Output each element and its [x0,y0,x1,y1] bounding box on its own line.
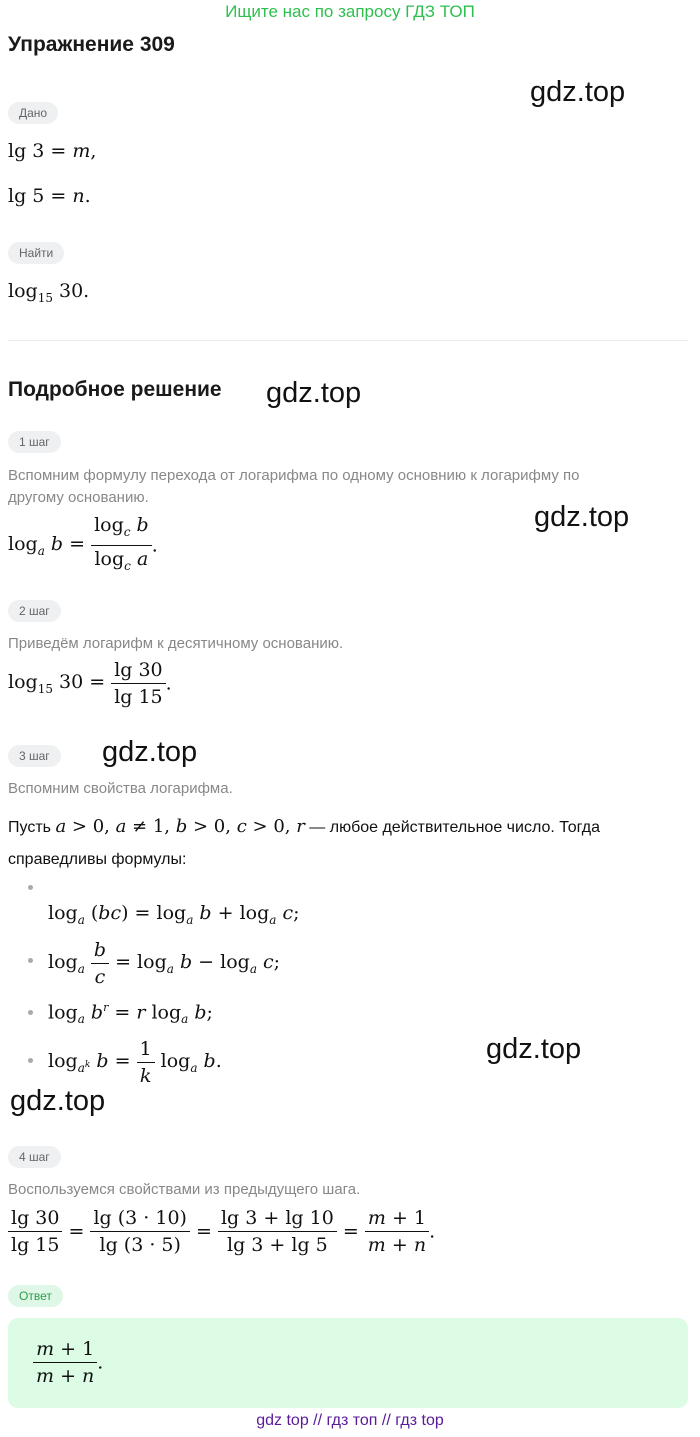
watermark: gdz.top [266,377,362,409]
step-3-chip: 3 шаг [8,745,61,767]
step-3-text: Вспомним свойства логарифма. [8,780,233,797]
property-4: $\log_{a^k} b$ = $\frac{1}{k}$ $\log_a b$. [48,1038,222,1087]
answer-chip: Ответ [8,1285,63,1307]
footer-links [0,1412,700,1430]
watermark: gdz.top [530,76,626,108]
property-2: $\log_a$ $\frac{b}{c}$ = $\log_a b - \log_a c$; [48,939,281,988]
given-formula-1: lg 3 = m, [8,140,97,162]
watermark: gdz.top [10,1085,106,1117]
step-4-text: Воспользуемся свойствами из предыдущего шага. [8,1181,361,1198]
step-1-formula: $\log_a b$ = $\frac{\log_c b}{\log_c a}$ . [8,514,158,573]
step-2-formula: $\log_{15} 30$ = $\frac{\lg 30}{\lg 15}$ . [8,659,172,708]
step-2-chip: 2 шаг [8,600,61,622]
top-banner: Ищите нас по запросу ГДЗ ТОП [225,2,475,21]
step-4-chip: 4 шаг [8,1146,61,1168]
given-chip: Дано [8,102,58,124]
bullet [28,1058,33,1063]
step-2-text: Приведём логарифм к десятичному основанию. [8,635,344,652]
watermark: gdz.top [102,736,198,768]
answer-formula: $\frac{m + 1}{m + n}$ . [33,1336,103,1389]
answer-box [8,1318,688,1408]
step-1-chip: 1 шаг [8,431,61,453]
find-formula: $\log_{15} 30$. [8,280,90,305]
step-1-text-line-1: Вспомним формулу перехода от логарифма по одному основнию к логарифму по [8,467,580,484]
watermark: gdz.top [534,501,630,533]
footer-link[interactable]: gdz top [256,1412,309,1429]
step-4-formula: $\frac{\lg 30}{\lg 15}$ = $\frac{\lg (3 \cdot 10)}{\lg (3 \cdot 5)}$ = $\frac{\lg 3 + \lg 10}{\lg 3 + \lg 5}$ = $\frac{m + 1}{m + n}$ . [8,1205,435,1258]
property-1: $\log_a (bc) = \log_a b + \log_a c$; [48,902,300,927]
footer-separator: // [313,1412,323,1429]
footer-link[interactable]: гдз top [395,1412,444,1429]
bullet [28,958,33,963]
section-divider [8,340,688,341]
bullet [28,885,33,890]
watermark: gdz.top [486,1033,582,1065]
step-3-paragraph-line-1: Пусть a > 0, a ≠ 1, b > 0, c > 0, r — любое действительное число. Тогда [8,816,601,837]
page-title: Упражнение 309 [8,33,175,56]
property-3: $\log_a b^r = r$ $\log_a b$; [48,1001,213,1027]
solution-title: Подробное решение [8,378,222,401]
step-1-text-line-2: другому основанию. [8,489,149,506]
bullet [28,1010,33,1015]
footer-separator: // [381,1412,391,1429]
find-chip: Найти [8,242,64,264]
footer-link[interactable]: гдз топ [326,1412,378,1429]
step-3-paragraph-line-2: справедливы формулы: [8,851,187,868]
given-formula-2: lg 5 = n. [8,185,91,207]
